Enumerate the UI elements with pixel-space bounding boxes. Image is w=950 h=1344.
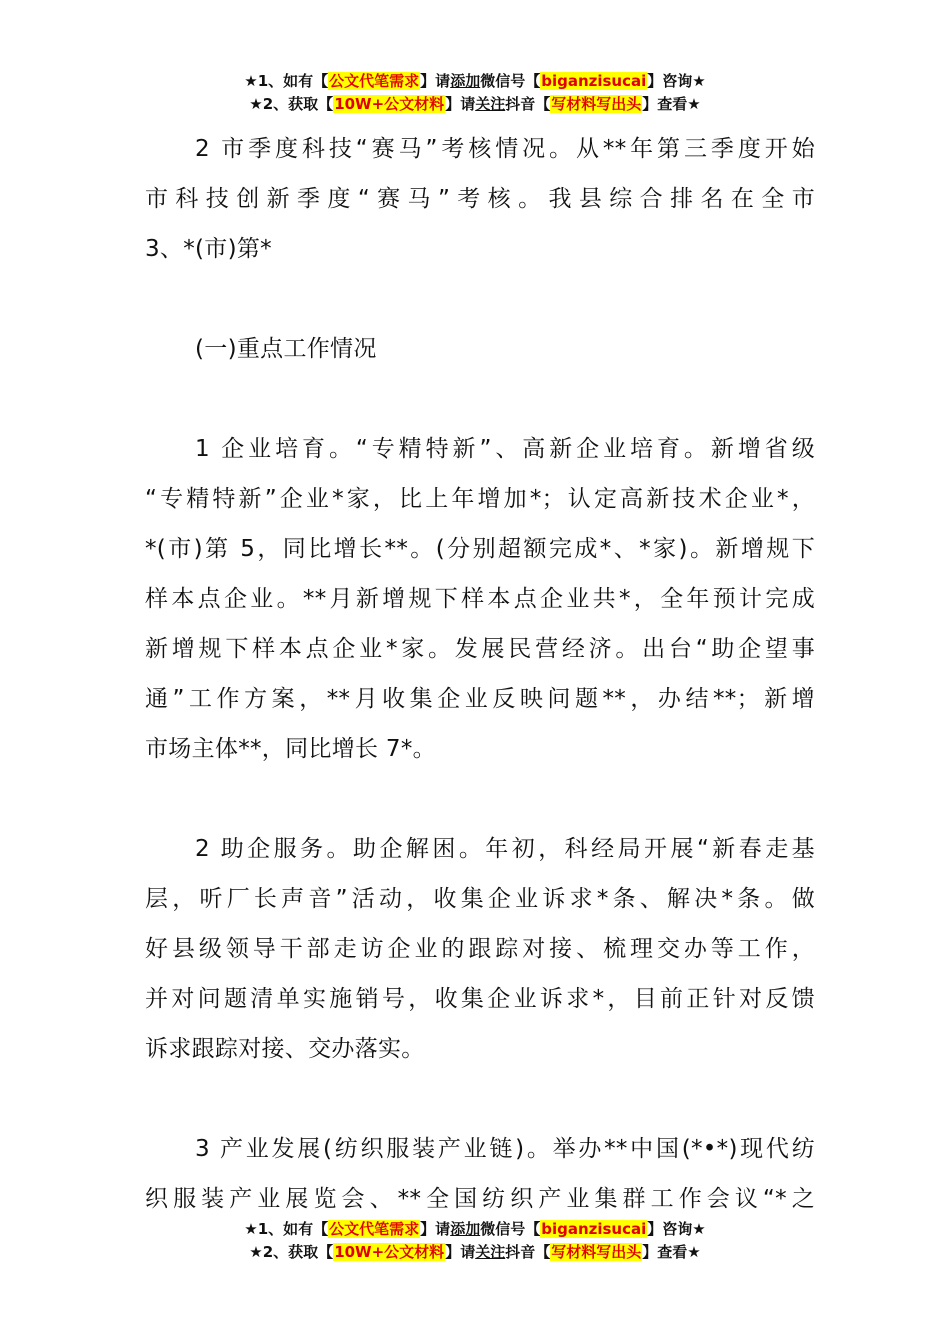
document-body [145, 124, 815, 1224]
highlight-account: 写材料写出头 [551, 1243, 642, 1261]
banner-text: 】请 [445, 95, 476, 113]
text-line: 织服装产业展览会、**全国纺织产业集群工作会议“*之 [145, 1186, 815, 1212]
text-line: 2 市季度科技“赛马”考核情况。从**年第三季度开始 [195, 136, 815, 162]
banner-text: ★1、如有【 [244, 72, 329, 90]
paragraph-industry-development [145, 1124, 815, 1224]
text-line: 2 助企服务。助企解困。年初，科经局开展“新春走基 [195, 836, 815, 862]
text-line: 诉求跟踪对接、交办落实。 [145, 1036, 425, 1062]
banner-text: 微信号【 [480, 72, 541, 90]
banner-text: ★2、获取【 [249, 1243, 334, 1261]
highlight-wechat-id: biganzisucai [541, 1220, 647, 1238]
section-heading [145, 324, 815, 374]
text-line: 层，听厂长声音”活动，收集企业诉求*条、解决*条。做 [145, 886, 815, 912]
highlight-wechat-id: biganzisucai [541, 72, 647, 90]
banner-line-1 [0, 70, 950, 93]
banner-text: 】请 [420, 72, 451, 90]
banner-text: ★1、如有【 [244, 1220, 329, 1238]
underlined-word: 关注 [475, 1243, 506, 1261]
text-line: (一)重点工作情况 [195, 336, 377, 362]
bottom-banner [0, 1218, 950, 1264]
underlined-word: 关注 [475, 95, 506, 113]
banner-text: 】请 [420, 1220, 451, 1238]
paragraph-enterprise-service [145, 824, 815, 1074]
text-line: 好县级领导干部走访企业的跟踪对接、梳理交办等工作， [145, 936, 815, 962]
text-line: 3 产业发展(纺织服装产业链)。举办**中国(*•*)现代纺 [195, 1136, 815, 1162]
highlight-materials: 10W+公文材料 [334, 1243, 445, 1261]
text-line: 样本点企业。**月新增规下样本点企业共*，全年预计完成 [145, 586, 815, 612]
banner-text: 微信号【 [480, 1220, 541, 1238]
banner-line-1 [0, 1218, 950, 1241]
underlined-word: 添加 [450, 72, 481, 90]
banner-text: 】咨询★ [647, 1220, 706, 1238]
banner-text: 抖音【 [505, 95, 551, 113]
highlight-account: 写材料写出头 [551, 95, 642, 113]
banner-text: 抖音【 [505, 1243, 551, 1261]
banner-text: 】查看★ [642, 95, 701, 113]
paragraph-tech-race [145, 124, 815, 274]
highlight-service: 公文代笔需求 [329, 72, 420, 90]
paragraph-enterprise-cultivation [145, 424, 815, 774]
highlight-materials: 10W+公文材料 [334, 95, 445, 113]
text-line: *(市)第 5，同比增长**。(分别超额完成*、*家)。新增规下 [145, 536, 815, 562]
banner-line-2 [0, 93, 950, 116]
banner-line-2 [0, 1241, 950, 1264]
text-line: 1 企业培育。“专精特新”、高新企业培育。新增省级 [195, 436, 815, 462]
banner-text: 】咨询★ [647, 72, 706, 90]
text-line: 并对问题清单实施销号，收集企业诉求*，目前正针对反馈 [145, 986, 815, 1012]
text-line: 市场主体**，同比增长 7*。 [145, 736, 436, 762]
text-line: 3、*(市)第* [145, 236, 272, 262]
text-line: 通”工作方案，**月收集企业反映问题**，办结**；新增 [145, 686, 815, 712]
banner-text: 】查看★ [642, 1243, 701, 1261]
banner-text: ★2、获取【 [249, 95, 334, 113]
text-line: 市科技创新季度“赛马”考核。我县综合排名在全市 [145, 186, 815, 212]
text-line: 新增规下样本点企业*家。发展民营经济。出台“助企望事 [145, 636, 815, 662]
banner-text: 】请 [445, 1243, 476, 1261]
highlight-service: 公文代笔需求 [329, 1220, 420, 1238]
top-banner [0, 70, 950, 116]
text-line: “专精特新”企业*家，比上年增加*；认定高新技术企业*， [145, 486, 815, 512]
underlined-word: 添加 [450, 1220, 481, 1238]
